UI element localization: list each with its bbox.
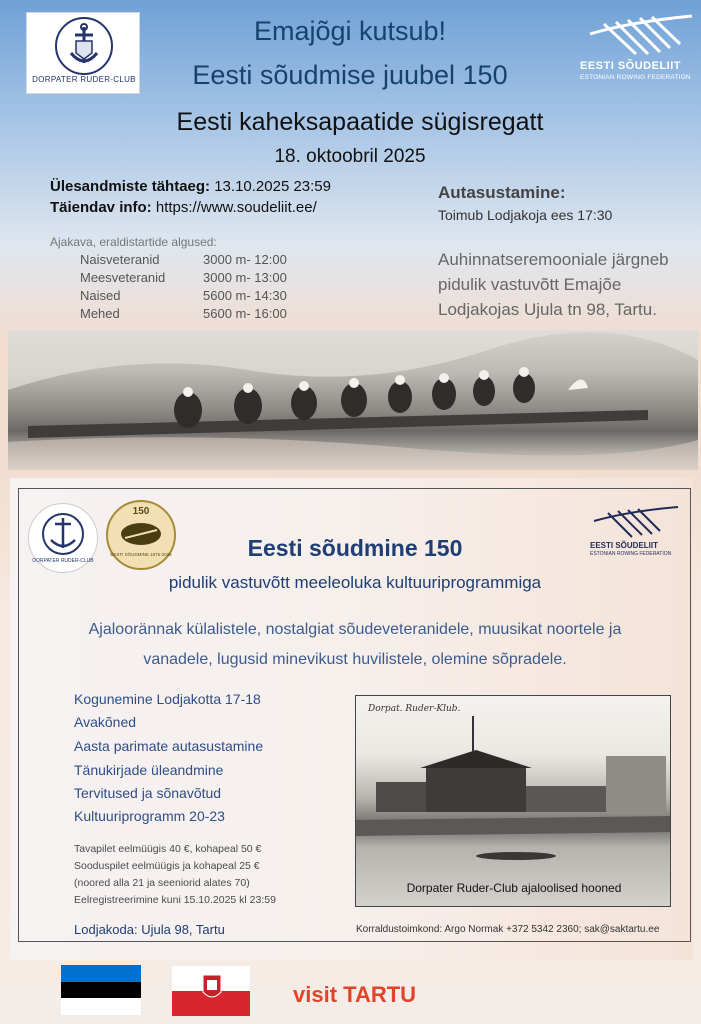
schedule-category: Mehed: [80, 306, 120, 321]
program-item: Avakõned: [74, 714, 137, 730]
program-item: Tänukirjade üleandmine: [74, 762, 224, 778]
federation-subtitle: ESTONIAN ROWING FEDERATION: [580, 74, 691, 81]
schedule-row: [80, 288, 340, 304]
federation-name: EESTI SÕUDELIIT: [580, 60, 682, 72]
federation-logo-small: [590, 505, 680, 557]
headline-call: Emajõgi kutsub!: [253, 16, 447, 46]
deadline-label: Ülesandmiste tähtaeg:: [50, 178, 211, 195]
price-line: Tavapilet eelmüügis 40 €, kohapeal 50 €: [74, 843, 262, 855]
venue: Lodjakoda: Ujula 98, Tartu: [74, 922, 225, 937]
schedule-row: [80, 252, 340, 268]
schedule-time: 5600 m- 16:00: [203, 306, 287, 321]
anniversary-150-logo: [106, 500, 176, 570]
club-logo-small: [28, 503, 98, 573]
schedule-category: Meesveteranid: [80, 270, 166, 285]
award-text: Toimub Lodjakoja ees 17:30: [438, 207, 613, 223]
schedule-row: [80, 270, 340, 286]
federation-subtitle-small: ESTONIAN ROWING FEDERATION: [590, 551, 672, 557]
rowing-crew-photo: [8, 330, 698, 470]
schedule-time: 3000 m- 13:00: [203, 270, 287, 285]
club-logo-small-text: DORPATER RUDER-CLUB: [32, 558, 94, 564]
tartu-flag-icon: [172, 966, 250, 1016]
estonian-flag-icon: [61, 965, 141, 1015]
event-subtitle: pidulik vastuvõtt meeleoluka kultuuriprogrammiga: [168, 573, 542, 592]
reception-text: Auhinnatseremooniale järgneb pidulik vastuvõtt Emajõe Lodjakojas Ujula tn 98, Tartu.: [438, 250, 669, 319]
photo-caption: Dorpater Ruder-Club ajaloolised hooned: [406, 881, 622, 895]
price-line: Eelregistreerimine kuni 15.10.2025 kl 23:59: [74, 894, 276, 906]
schedule-category: Naised: [80, 288, 121, 303]
organizer-contact: Korraldustoimkond: Argo Normak +372 5342 2360; sak@saktartu.ee: [356, 924, 660, 935]
federation-name-small: EESTI SÕUDELIIT: [590, 541, 659, 550]
regatta-title: Eesti kaheksapaatide sügisregatt: [176, 108, 544, 136]
more-info-label: Täiendav info:: [50, 199, 152, 216]
rower-icon: [119, 520, 163, 548]
schedule-title: Ajakava, eraldistartide algused:: [50, 235, 217, 249]
program-item: Aasta parimate autasustamine: [74, 738, 264, 754]
schedule-time: 3000 m- 12:00: [203, 252, 287, 267]
program-item: Kultuuriprogramm 20-23: [74, 808, 225, 824]
program-item: Kogunemine Lodjakotta 17-18: [74, 691, 261, 707]
deadline-value: 13.10.2025 23:59: [214, 178, 331, 195]
more-info-line: [50, 199, 317, 216]
club-logo: [26, 12, 140, 94]
club-logo-text: DORPATER RUDER-CLUB: [32, 75, 136, 84]
deadline-line: [50, 178, 331, 195]
historic-clubhouse-photo: [355, 695, 671, 907]
more-info-link[interactable]: https://www.soudeliit.ee/: [155, 199, 317, 216]
federation-waves-icon: [590, 505, 680, 539]
event-title: Eesti sõudmine 150: [247, 535, 463, 561]
schedule-category: Naisveteranid: [80, 252, 160, 267]
award-title: Autasustamine:: [438, 183, 566, 202]
photo-header: Dorpat. Ruder-Klub.: [368, 704, 461, 714]
anniversary-ring-text: EESTI SÕUDMINE 1875-2025: [110, 552, 172, 557]
price-line: Sooduspilet eelmüügis ja kohapeal 25 €: [74, 860, 260, 872]
federation-logo: [580, 12, 698, 84]
headline-jubilee: Eesti sõudmise juubel 150: [192, 60, 508, 90]
regatta-date: 18. oktoobril 2025: [274, 146, 426, 167]
tartu-crest-icon: [202, 974, 222, 1002]
schedule-time: 5600 m- 14:30: [203, 288, 287, 303]
visit-tartu-logo: visit TARTU: [293, 982, 417, 1007]
anniversary-number: 150: [132, 506, 150, 517]
anchor-emblem-icon: [55, 17, 113, 75]
price-line: (noored alla 21 ja seeniorid alates 70): [74, 877, 250, 889]
event-description: Ajaloorännak külalistele, nostalgiat sõudeveteranidele, muusikat noortele ja vanadele, lugusid minevikust huvilistele, olemine sõpradele.: [88, 621, 622, 668]
federation-waves-icon: [580, 12, 698, 58]
schedule-row: [80, 306, 340, 322]
program-item: Tervitused ja sõnavõtud: [74, 785, 222, 801]
